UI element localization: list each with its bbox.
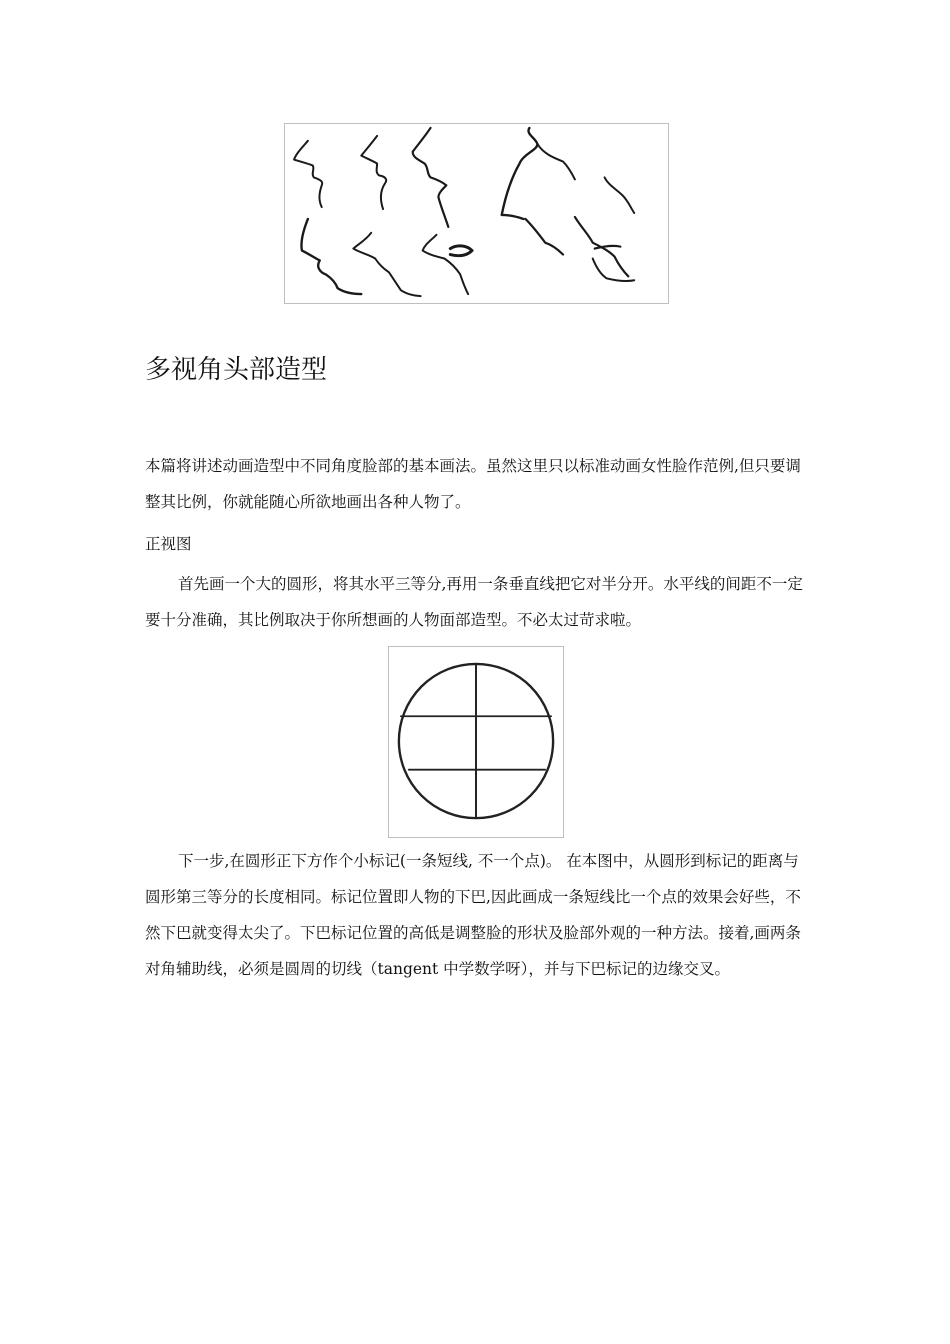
profile-8 [353,233,420,296]
step1-paragraph: 首先画一个大的圆形，将其水平三等分,再用一条垂直线把它对半分开。水平线的间距不一定要十分准确，其比例取决于你所想画的人物面部造型。不必太过苛求啦。 [145,575,803,629]
profile-7 [301,219,361,294]
circle-guideline-drawing [389,647,563,837]
page-title: 多视角头部造型 [145,355,328,385]
face-profiles-drawing [285,124,668,303]
intro-paragraph: 本篇将讲述动画造型中不同角度脸部的基本画法。虽然这里只以标准动画女性脸作范例,但只要调整其比例，你就能随心所欲地画出各种人物了。 [145,457,801,511]
profile-9 [423,235,468,294]
profile-3 [413,128,449,227]
profile-1 [294,141,322,207]
step2-paragraph: 下一步,在圆形正下方作个小标记(一条短线, 不一个点)。 在本图中，从圆形到标记的距离与圆形第三等分的长度相同。标记位置即人物的下巴,因此画成一条短线比一个点的效果会好些，不然下巴就变得太尖了。下巴标记位置的高低是调整脸的形状及脸部外观的一种方法。接着,画两条对角辅助线，必须是圆周的切线（tangent 中学数学呀），并与下巴标记的边缘交叉。 [145,852,801,978]
profile-6 [605,177,635,213]
front-view-heading: 正视图 [145,535,192,553]
profile-10 [525,219,563,255]
lips-1 [450,246,472,256]
profile-4 [502,128,538,219]
circle-guideline-illustration [388,646,564,838]
profile-13 [593,258,635,281]
face-profiles-illustration [284,123,669,304]
profile-5 [537,144,575,180]
profile-2 [361,136,386,209]
